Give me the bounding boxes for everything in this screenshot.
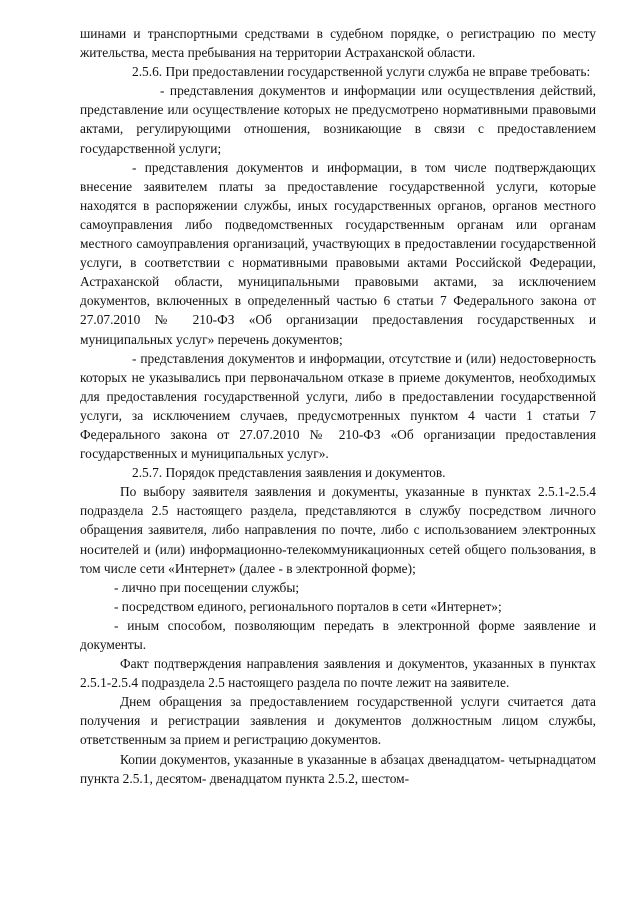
paragraph: Факт подтверждения направления заявления и документов, указанных в пунктах 2.5.1-2.5.4 подраздела 2.5 настоящего раздела по почте лежит на заявителе. xyxy=(80,656,596,691)
paragraph-list-item: - посредством единого, регионального порталов в сети «Интернет»; xyxy=(114,598,502,614)
paragraph-list-item: - представления документов и информации, отсутствие и (или) недостоверность которых не указывались при первоначальном отказе в приеме документов, необходимых для предоставления государственной услуги, либо в предоставлении государственной услуги, за исключением случаев, предусмотренных пунктом 4 части 1 статьи 7 Федерального закона от 27.07.2010 № 210-ФЗ «Об организации предоставления государственных и муниципальных услуг». xyxy=(80,350,596,462)
paragraph-section-heading: 2.5.6. При предоставлении государственной услуги служба не вправе требовать: xyxy=(132,64,591,80)
paragraph: шинами и транспортными средствами в судебном порядке, о регистрацию по месту жительства, места пребывания на территории Астраханской области. xyxy=(80,26,596,61)
paragraph-section-heading: 2.5.7. Порядок представления заявления и документов. xyxy=(132,465,446,481)
paragraph-list-item: - представления документов и информации или осуществления действий, представление или осуществление которых не предусмотрено нормативными правовыми актами, регулирующими отношения, возникающие в связи с предоставлением государственной услуги; xyxy=(80,83,596,156)
paragraph-list-item: - иным способом, позволяющим передать в электронной форме заявление и документы. xyxy=(80,617,596,652)
paragraph: Днем обращения за предоставлением государственной услуги считается дата получения и регистрации заявления и документов должностным лицом службы, ответственным за прием и регистрацию документов. xyxy=(80,694,596,748)
paragraph-list-item: - представления документов и информации, в том числе подтверждающих внесение заявителем платы за предоставление государственной услуги, которые находятся в распоряжении службы, иных государственных органов, органов местного самоуправления либо подведомственных государственным органам или органам местного самоуправления организаций, участвующих в предоставлении государственной услуги, в соответствии с нормативными правовыми актами Российской Федерации, Астраханской области, муниципальными правовыми актами, за исключением документов, включенных в определенный частью 6 статьи 7 Федерального закона от 27.07.2010 № 210-ФЗ «Об организации предоставления государственных и муниципальных услуг» перечень документов; xyxy=(80,159,596,347)
paragraph: По выбору заявителя заявления и документы, указанные в пунктах 2.5.1-2.5.4 подраздела 2.5 настоящего раздела, представляются в службу посредством личного обращения заявителя, либо направления по почте, либо с использованием электронных носителей и (или) информационно-телекоммуникационных сетей общего пользования, в том числе сети «Интернет» (далее - в электронной форме); xyxy=(80,484,596,576)
paragraph-list-item: - лично при посещении службы; xyxy=(114,579,300,595)
paragraph: Копии документов, указанные в указанные в абзацах двенадцатом- четырнадцатом пункта 2.5.1, десятом- двенадцатом пункта 2.5.2, шестом- xyxy=(80,751,596,786)
